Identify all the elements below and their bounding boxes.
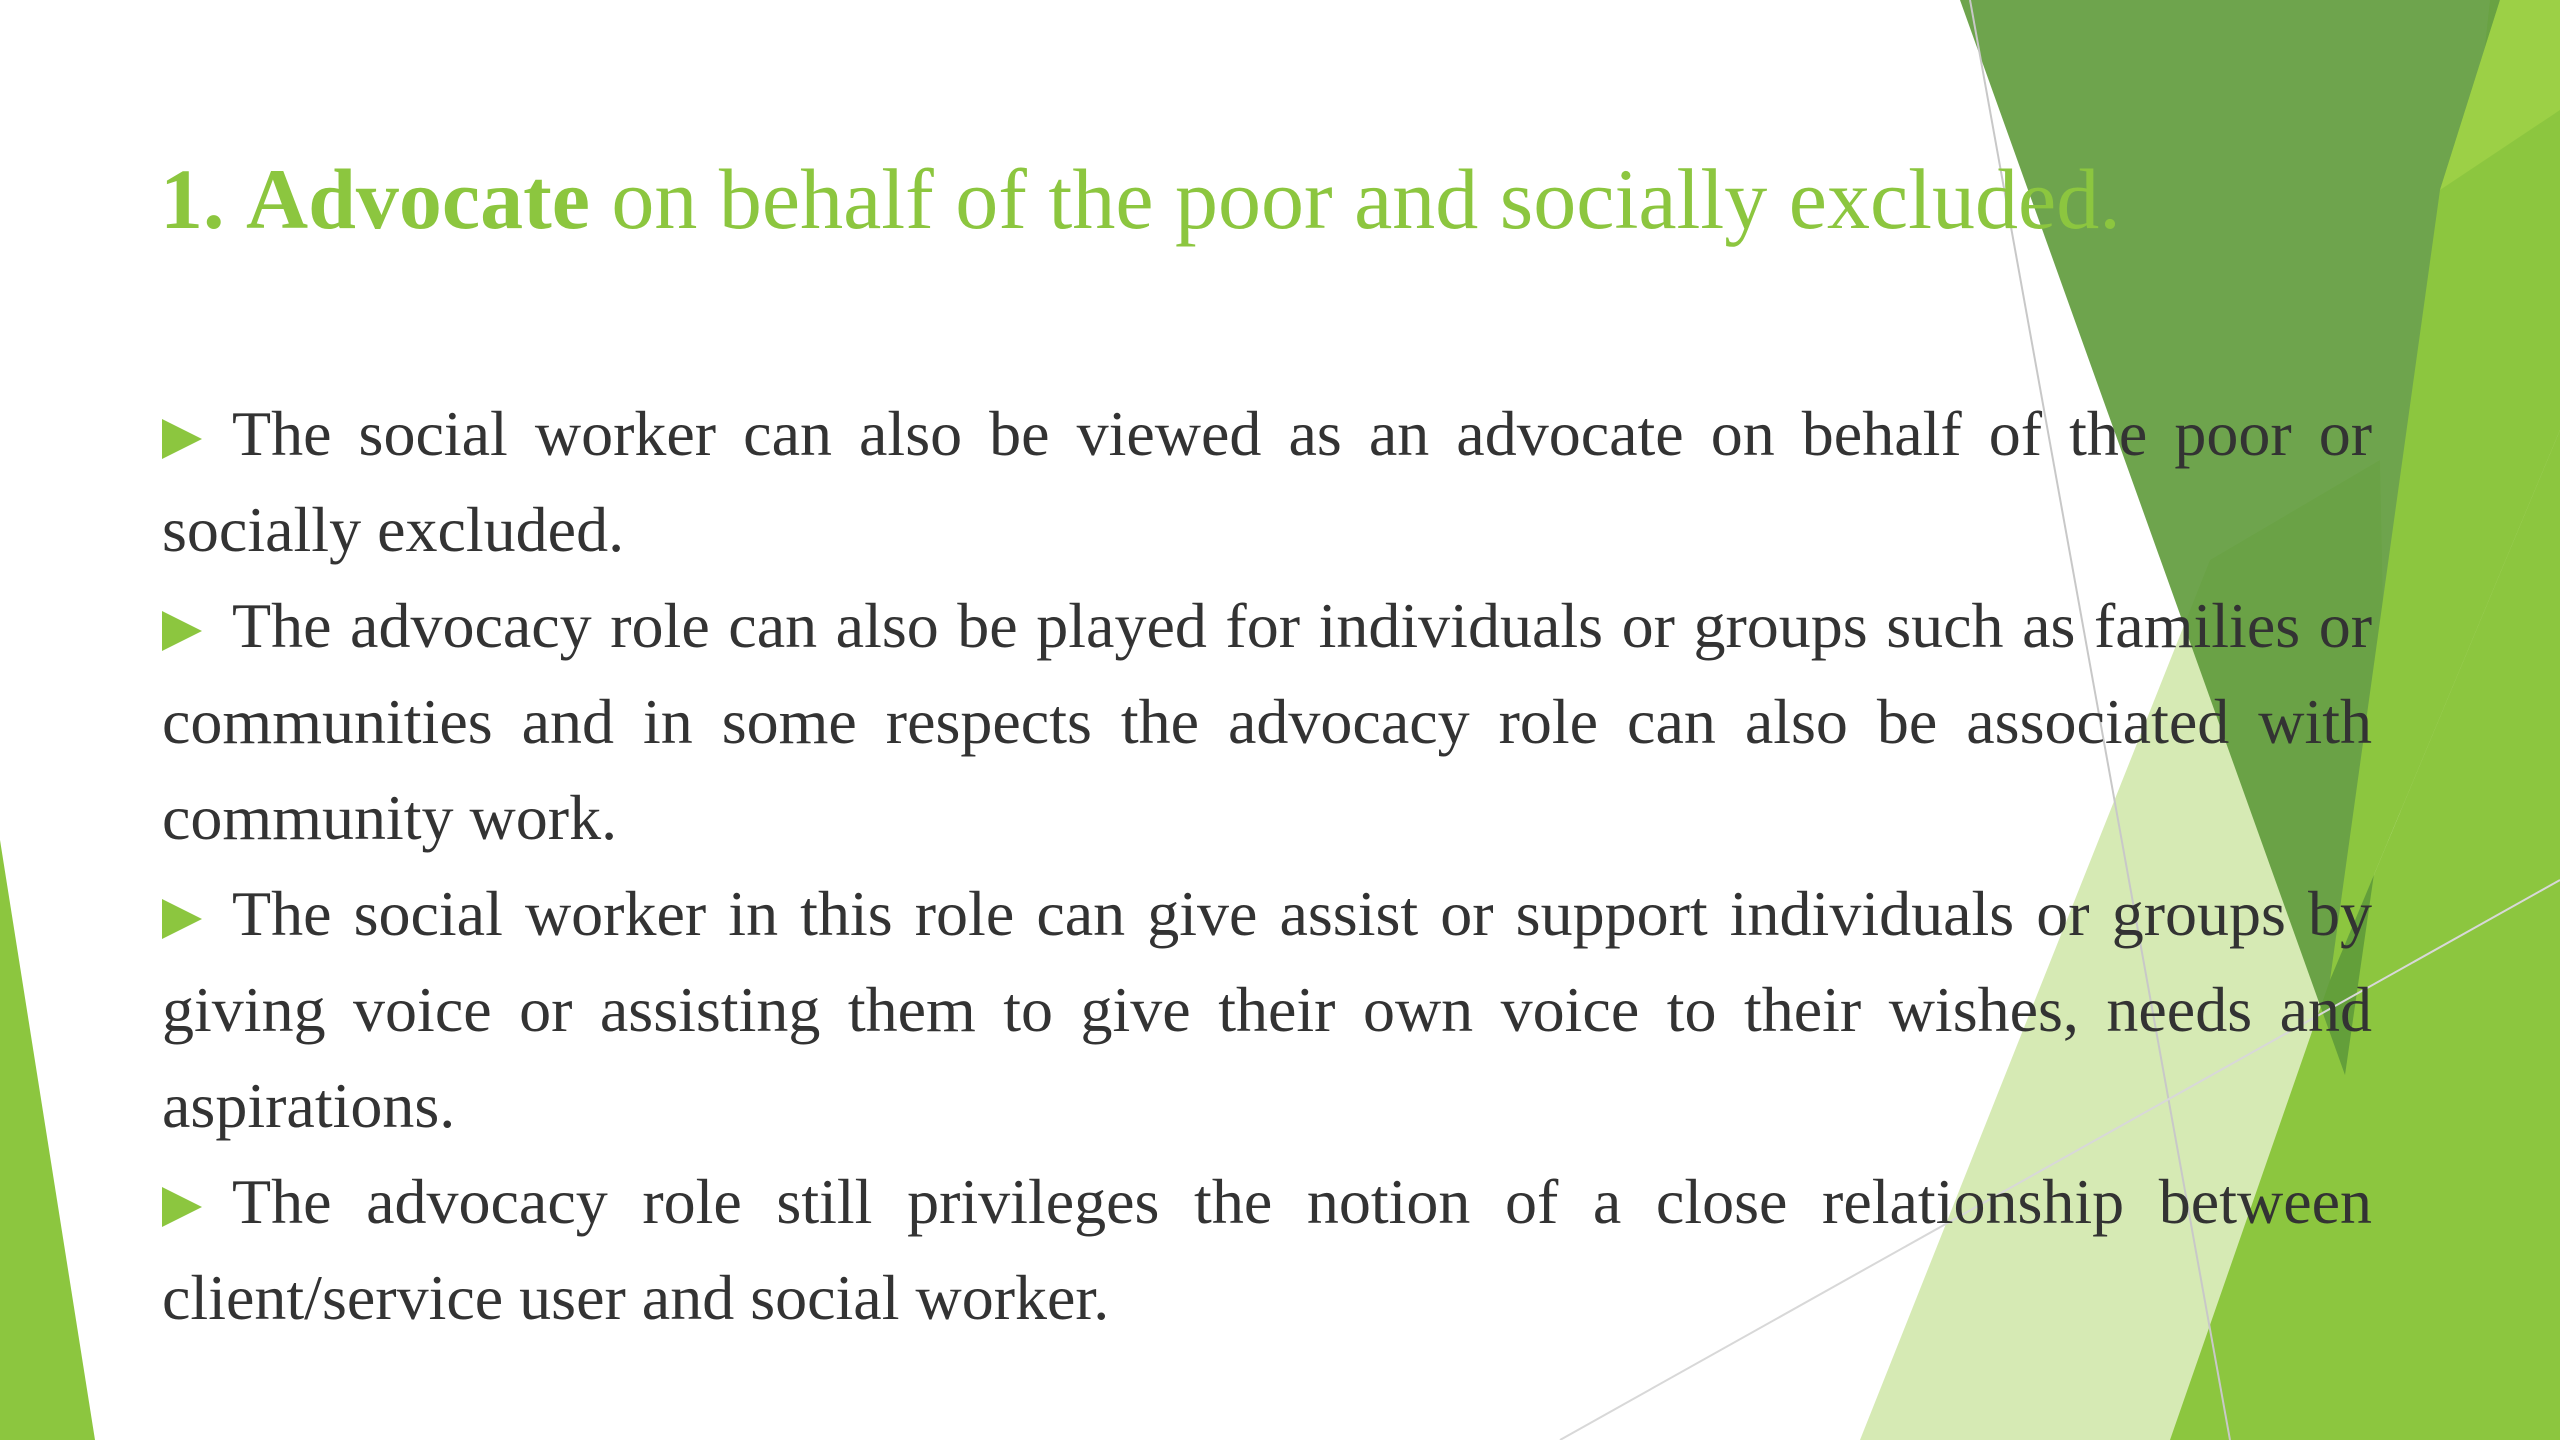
bullet-item <box>162 866 2372 1154</box>
bullet-text: The advocacy role still privileges the notion of a close relationship between client/service user and social worker. <box>162 1166 2372 1333</box>
bullet-item <box>162 386 2372 578</box>
title-keyword: Advocate <box>246 151 590 247</box>
triangle-right-icon <box>162 899 202 939</box>
bullet-text: The advocacy role can also be played for individuals or groups such as families or communities and in some respects the advocacy role can also be associated with community work. <box>162 590 2372 853</box>
bullet-item <box>162 578 2372 866</box>
triangle-right-icon <box>162 419 202 459</box>
bullet-text: The social worker can also be viewed as an advocate on behalf of the poor or socially excluded. <box>162 398 2372 565</box>
triangle-right-icon <box>162 611 202 651</box>
bullet-list <box>162 386 2372 1346</box>
bullet-text: The social worker in this role can give assist or support individuals or groups by giving voice or assisting them to give their own voice to their wishes, needs and aspirations. <box>162 878 2372 1141</box>
title-number: 1. <box>160 151 225 247</box>
title-rest: on behalf of the poor and socially excluded. <box>589 151 2121 247</box>
triangle-right-icon <box>162 1187 202 1227</box>
left-edge-shape <box>0 840 95 1440</box>
slide-title <box>160 140 2420 258</box>
bullet-item <box>162 1154 2372 1346</box>
